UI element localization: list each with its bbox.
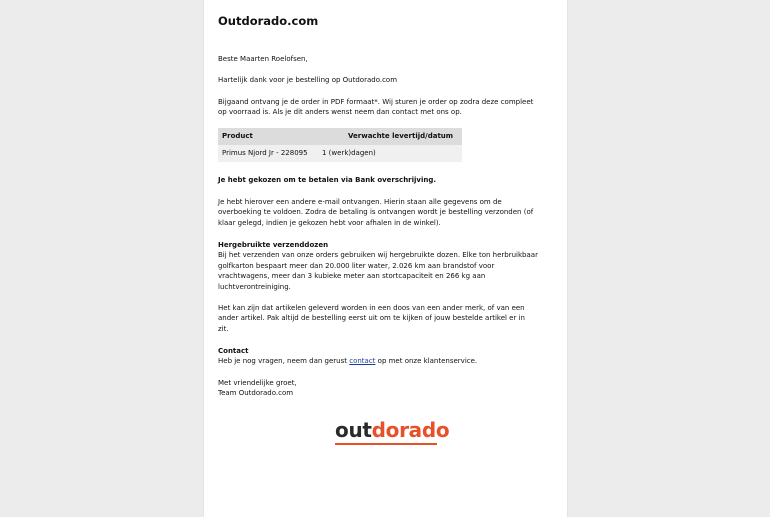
greeting: Beste Maarten Roelofsen, — [218, 55, 308, 63]
contact-heading: Contact — [218, 347, 249, 355]
intro-line: op voorraad is. Als je dit anders wenst neem dan contact met ons op. — [218, 108, 462, 117]
email-title: Outdorado.com — [218, 14, 319, 28]
row-levertijd: 1 (werk)dagen) — [322, 149, 376, 157]
logo-part-dorado: dorado — [371, 418, 450, 442]
boxes-line: golfkarton bespaart meer dan 20.000 liter water, 2.026 km aan brandstof voor — [218, 261, 495, 270]
brand-line: ander artikel. Pak altijd de bestelling eerst uit om te kijken of jouw bestelde artikel er in — [218, 314, 525, 323]
brand-line: zit. — [218, 324, 229, 333]
email-page — [203, 0, 568, 517]
boxes-section — [218, 240, 556, 292]
brand-line: Het kan zijn dat artikelen geleverd worden in een doos van een ander merk, of van een — [218, 304, 525, 312]
payment-line: klaar gelegd, indien je gekozen hebt voor afhalen in de winkel). — [218, 218, 441, 227]
contact-link[interactable]: contact — [349, 357, 376, 366]
boxes-line: vrachtwagens, meer dan 3 kubieke meter aan stortcapaciteit en 266 kg aan — [218, 272, 486, 281]
contact-post: op met onze klantenservice. — [375, 357, 478, 366]
logo-underline — [335, 443, 437, 445]
boxes-line: luchtverontreiniging. — [218, 282, 291, 291]
order-table — [218, 128, 462, 162]
contact-pre: Heb je nog vragen, neem dan gerust — [218, 357, 350, 366]
intro-paragraph — [218, 97, 556, 118]
logo-part-out: out — [335, 418, 372, 442]
brand-paragraph — [218, 303, 556, 334]
signature: Team Outdorado.com — [218, 389, 294, 398]
payment-notice: Je hebt gekozen om te betalen via Bank overschrijving. — [218, 176, 437, 184]
boxes-heading: Hergebruikte verzenddozen — [218, 241, 329, 249]
header-levertijd: Verwachte levertijd/datum — [348, 132, 454, 140]
boxes-line: Bij het verzenden van onze orders gebruiken wij hergebruikte dozen. Elke ton herbruikbaar — [218, 251, 538, 260]
outdorado-logo — [335, 418, 449, 442]
contact-section — [218, 346, 556, 367]
payment-line: Je hebt hierover een andere e-mail ontvangen. Hierin staan alle gegevens om de — [218, 198, 502, 206]
order-table-header — [218, 128, 462, 145]
payment-paragraph — [218, 197, 556, 228]
header-product: Product — [222, 132, 253, 140]
intro-line: Bijgaand ontvang je de order in PDF formaat*. Wij sturen je order op zodra deze compleet — [218, 98, 534, 106]
sign-off — [218, 378, 556, 399]
payment-line: overboeking te voldoen. Zodra de betaling is ontvangen wordt je bestelling verzonden (of — [218, 208, 534, 217]
closing: Met vriendelijke groet, — [218, 379, 297, 387]
contact-line — [218, 356, 556, 366]
thanks-line: Hartelijk dank voor je bestelling op Outdorado.com — [218, 76, 398, 84]
table-row — [218, 145, 462, 162]
row-product: Primus Njord Jr - 228095 — [222, 149, 308, 157]
